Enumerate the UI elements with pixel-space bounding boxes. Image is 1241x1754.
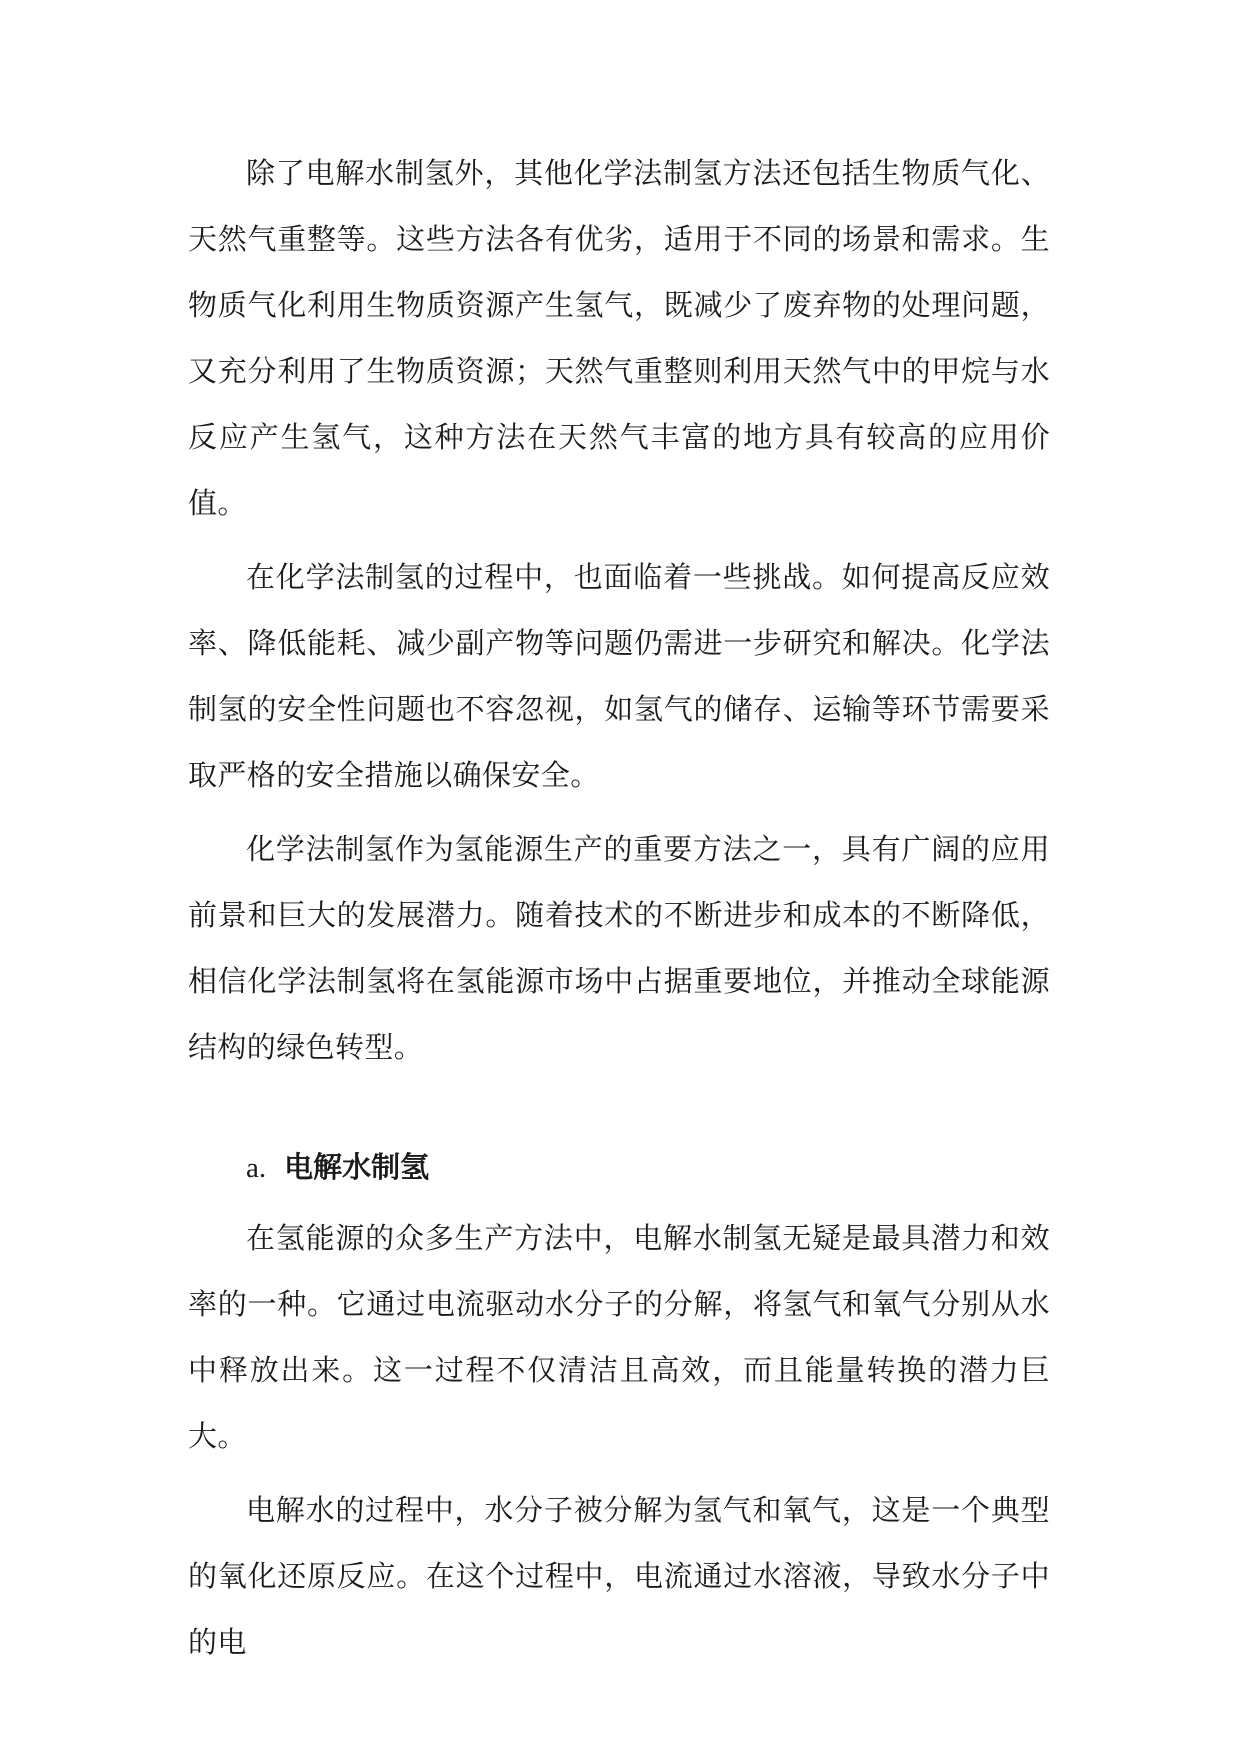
document-body (188, 140, 1050, 1683)
paragraph: 在氢能源的众多生产方法中，电解水制氢无疑是最具潜力和效率的一种。它通过电流驱动水分子的分解，将氢气和氧气分别从水中释放出来。这一过程不仅清洁且高效，而且能量转换的潜力巨大。 (188, 1221, 1050, 1453)
paragraph: 电解水的过程中，水分子被分解为氢气和氧气，这是一个典型的氧化还原反应。在这个过程中，电流通过水溶液，导致水分子中的电 (188, 1493, 1050, 1659)
section-marker: a. (246, 1152, 267, 1184)
section-title: 电解水制氢 (284, 1150, 430, 1184)
paragraph: 化学法制氢作为氢能源生产的重要方法之一，具有广阔的应用前景和巨大的发展潜力。随着技术的不断进步和成本的不断降低，相信化学法制氢将在氢能源市场中占据重要地位，并推动全球能源结构的绿色转型。 (188, 832, 1050, 1064)
paragraph: 在化学法制氢的过程中，也面临着一些挑战。如何提高反应效率、降低能耗、减少副产物等问题仍需进一步研究和解决。化学法制氢的安全性问题也不容忽视，如氢气的储存、运输等环节需要采取严格的安全措施以确保安全。 (188, 560, 1050, 792)
section-heading (188, 1134, 1050, 1201)
paragraph: 除了电解水制氢外，其他化学法制氢方法还包括生物质气化、天然气重整等。这些方法各有优劣，适用于不同的场景和需求。生物质气化利用生物质资源产生氢气，既减少了废弃物的处理问题，又充分利用了生物质资源；天然气重整则利用天然气中的甲烷与水反应产生氢气，这种方法在天然气丰富的地方具有较高的应用价值。 (188, 156, 1050, 520)
